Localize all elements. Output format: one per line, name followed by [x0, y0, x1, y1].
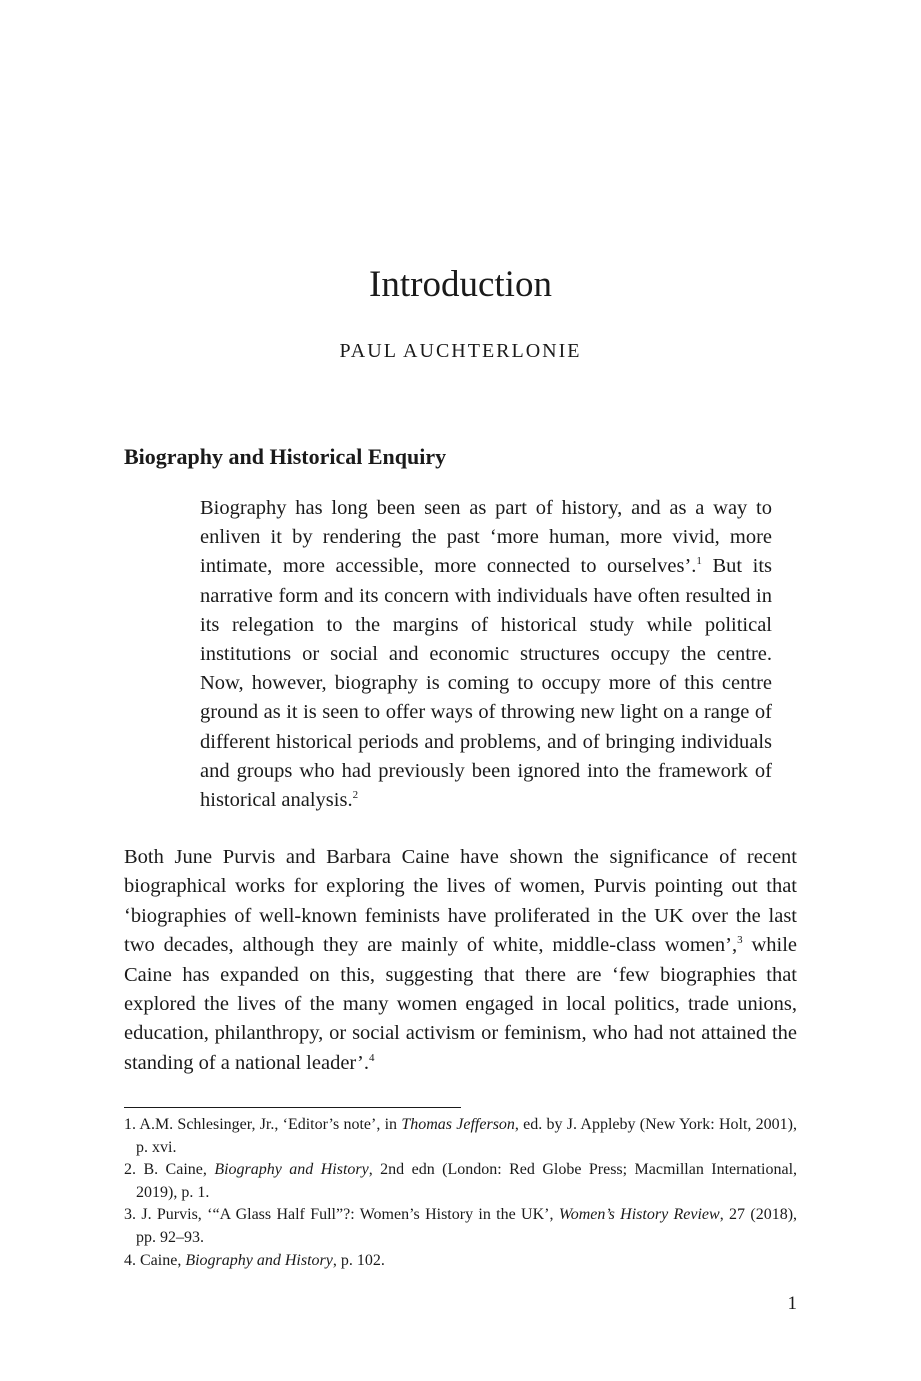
footnote-text: , 2nd edn (London: Red Globe Press; Macmillan International, 2019), p. 1.: [136, 1161, 798, 1201]
footnote-text: J. Purvis, ‘“A Glass Half Full”?: Women’s History in the UK’,: [141, 1206, 559, 1224]
page-number: 1: [787, 1293, 797, 1314]
footnote-ref[interactable]: 3: [737, 934, 743, 947]
footnote-number: 2.: [124, 1161, 136, 1179]
block-quote-text: But its narrative form and its concern with individuals have often resulted in its relegation to the margins of historical study while political institutions or social and economic structures occupy the centre. Now, however, biography is coming to occupy more of this centre ground as it is seen to offer ways of throwing new light on a range of different historical periods and problems, and of bringing individuals and groups who had previously been ignored into the framework of historical analysis.: [200, 555, 772, 812]
footnote-title: Women’s History Review: [558, 1206, 720, 1224]
footnote-title: Thomas Jefferson: [401, 1116, 515, 1133]
footnote-text: , ed. by J. Appleby (New York: Holt, 2001), p. xvi.: [136, 1116, 797, 1156]
footnote-item: [124, 1159, 797, 1204]
footnote-number: 3.: [124, 1206, 136, 1224]
block-quote-text: Biography has long been seen as part of history, and as a way to enliven it by rendering the past ‘more human, more vivid, more intimate, more accessible, more connected to ourselves’.: [200, 497, 772, 578]
footnote-text: A.M. Schlesinger, Jr., ‘Editor’s note’, in: [139, 1116, 402, 1133]
footnote-divider: [124, 1107, 461, 1108]
footnote-text: B. Caine,: [143, 1161, 215, 1179]
body-paragraph-text: while Caine has expanded on this, suggesting that there are ‘few biographies that explored the lives of the many women engaged in local politics, trade unions, education, philanthropy, or social activism or feminism, who had not attained the standing of a national leader’.: [124, 934, 797, 1074]
body-paragraph-text: Both June Purvis and Barbara Caine have shown the significance of recent biographical works for exploring the lives of women, Purvis pointing out that ‘biographies of well-known feminists have proliferated in the UK over the last two decades, although they are mainly of white, middle-class women’,: [124, 846, 797, 957]
footnote-text: , p. 102.: [332, 1251, 385, 1269]
chapter-author: PAUL AUCHTERLONIE: [339, 340, 582, 362]
footnote-ref[interactable]: 2: [352, 789, 359, 802]
footnote-item: [124, 1204, 797, 1249]
footnote-ref[interactable]: 4: [368, 1052, 375, 1065]
section-heading: Biography and Historical Enquiry: [124, 444, 447, 469]
footnote-number: 4.: [124, 1251, 136, 1269]
chapter-title: Introduction: [369, 264, 552, 305]
footnote-number: 1.: [124, 1116, 136, 1133]
footnote-title: Biography and History: [185, 1251, 333, 1269]
block-quote: [200, 494, 772, 815]
footnotes-list: [124, 1114, 797, 1272]
footnote-item: [124, 1114, 797, 1159]
footnote-ref[interactable]: 1: [696, 555, 702, 568]
footnote-item: [124, 1250, 797, 1273]
footnote-text: , 27 (2018), pp. 92–93.: [136, 1206, 798, 1246]
footnote-title: Biography and History: [214, 1161, 369, 1179]
body-paragraph: [124, 843, 797, 1078]
footnote-text: Caine,: [140, 1251, 186, 1269]
